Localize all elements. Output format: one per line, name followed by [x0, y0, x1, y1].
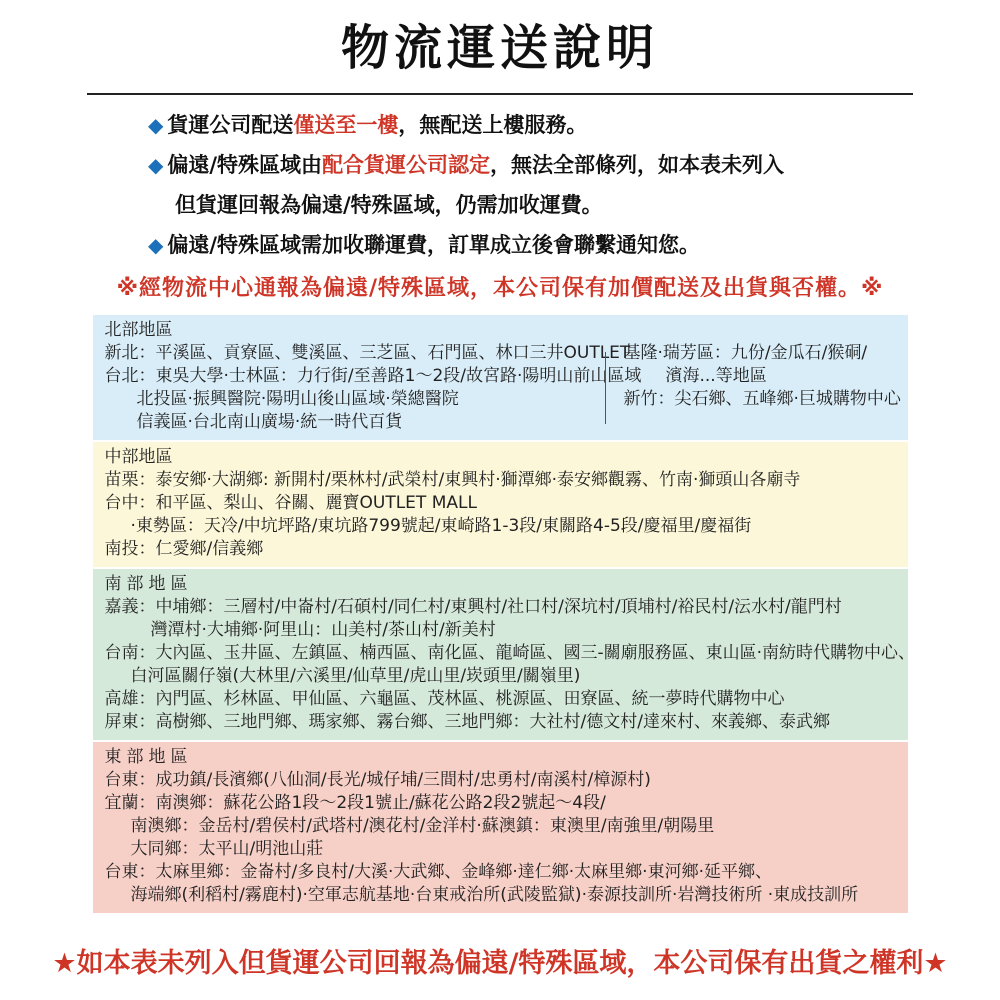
region-line: 台中：和平區、梨山、谷關、麗寶OUTLET MALL: [104, 493, 477, 513]
region-line: 高雄：內門區、杉林區、甲仙區、六龜區、茂林區、桃源區、田寮區、統一夢時代購物中心: [104, 689, 785, 709]
section-north-left-column: [104, 342, 642, 434]
region-line: 嘉義：中埔鄉：三層村/中崙村/石碩村/同仁村/東興村/社口村/深坑村/頂埔村/裕民村/沄水村/龍門村: [104, 597, 842, 617]
region-line: 苗栗：泰安鄉·大湖鄉: 新開村/栗林村/武榮村/東興村·獅潭鄉·泰安鄉觀霧、竹南·獅頭山各廟寺: [104, 470, 801, 490]
title-divider: [87, 93, 913, 95]
diamond-icon: ◆: [148, 153, 164, 177]
notice-text: ，無配送上樓服務。: [398, 113, 588, 137]
section-east-title: 東部地區: [104, 747, 193, 767]
region-line: 北投區·振興醫院·陽明山後山區域·榮總醫院: [136, 389, 459, 409]
section-central-title: 中部地區: [104, 447, 173, 467]
section-east: [93, 742, 908, 913]
notice-item-extra-fee: [148, 231, 1000, 259]
notice-item-remote-area-cont: 但貨運回報為偏遠/特殊區域，仍需加收運費。: [175, 193, 603, 217]
notice-text: 貨運公司配送: [167, 113, 294, 137]
notice-text-highlight: 配合貨運公司認定: [322, 153, 491, 177]
notice-text: 偏遠/特殊區域需加收聯運費，訂單成立後會聯繫通知您。: [167, 233, 701, 257]
region-line: 新竹：尖石鄉、五峰鄉·巨城購物中心: [623, 389, 901, 409]
page-title: 物流運送說明: [340, 20, 659, 76]
region-line: 台北：東吳大學·士林區：力行街/至善路1～2段/故宮路·陽明山前山區域: [104, 366, 642, 386]
section-south: [93, 569, 916, 740]
region-line: 台南：大內區、玉井區、左鎮區、楠西區、南化區、龍崎區、國三-關廟服務區、東山區·南紡時代購物中心、: [104, 643, 916, 663]
region-line: 濱海...等地區: [665, 366, 767, 386]
region-line: 灣潭村·大埔鄉·阿里山：山美村/茶山村/新美村: [150, 620, 496, 640]
section-north-title: 北部地區: [104, 320, 173, 340]
notice-text: ，無法全部條列，如本表未列入: [490, 153, 785, 177]
notice-text: 偏遠/特殊區域由: [167, 153, 323, 177]
diamond-icon: ◆: [148, 233, 164, 257]
region-line: 南投：仁愛鄉/信義鄉: [104, 539, 264, 559]
region-line: 台東：成功鎮/長濱鄉(八仙洞/長光/城仔埔/三間村/忠勇村/南溪村/樟源村): [104, 770, 651, 790]
notice-item-ground-floor: [148, 111, 1000, 139]
section-central: [93, 442, 908, 567]
region-line: ·東勢區：天冷/中坑坪路/東坑路799號起/東崎路1-3段/東關路4-5段/慶福里/慶福街: [130, 516, 752, 536]
region-line: 大同鄉：太平山/明池山莊: [130, 839, 324, 859]
notice-list: [148, 111, 1000, 259]
diamond-icon: ◆: [148, 113, 164, 137]
section-north-columns: [104, 342, 901, 434]
section-north-right-column: [606, 342, 901, 434]
region-line: 宜蘭：南澳鄉：蘇花公路1段～2段1號止/蘇花公路2段2號起～4段/: [104, 793, 606, 813]
region-line: 新北：平溪區、貢寮區、雙溪區、三芝區、石門區、林口三井OUTLET: [104, 343, 631, 363]
footer-rights-banner: ★如本表未列入但貨運公司回報為偏遠/特殊區域，本公司保有出貨之權利★: [52, 948, 948, 979]
region-line: 海端鄉(利稻村/霧鹿村)·空軍志航基地·台東戒治所(武陵監獄)·泰源技訓所·岩灣技術所 ·東成技訓所: [130, 885, 859, 905]
notice-item-remote-area: [148, 151, 1000, 179]
region-line: 白河區關仔嶺(大林里/六溪里/仙草里/虎山里/崁頭里/關嶺里): [130, 666, 581, 686]
region-line: 南澳鄉：金岳村/碧侯村/武塔村/澳花村/金洋村·蘇澳鎮：東澳里/南強里/朝陽里: [130, 816, 715, 836]
region-line: 屏東：高樹鄉、三地門鄉、瑪家鄉、霧台鄉、三地門鄉：大社村/德文村/達來村、來義鄉、泰武鄉: [104, 712, 830, 732]
warning-banner: ※經物流中心通報為偏遠/特殊區域，本公司保有加價配送及出貨與否權。※: [116, 276, 884, 301]
section-north: [93, 315, 908, 440]
region-line: 台東：太麻里鄉：金崙村/多良村/大溪·大武鄉、金峰鄉·達仁鄉·太麻里鄉·東河鄉·延平鄉、: [104, 862, 772, 882]
region-line: 基隆·瑞芳區：九份/金瓜石/猴硐/: [623, 343, 868, 363]
notice-text-highlight: 僅送至一樓: [293, 113, 399, 137]
region-line: 信義區·台北南山廣場·統一時代百貨: [136, 412, 403, 432]
region-sections: [93, 315, 916, 913]
section-south-title: 南部地區: [104, 574, 193, 594]
